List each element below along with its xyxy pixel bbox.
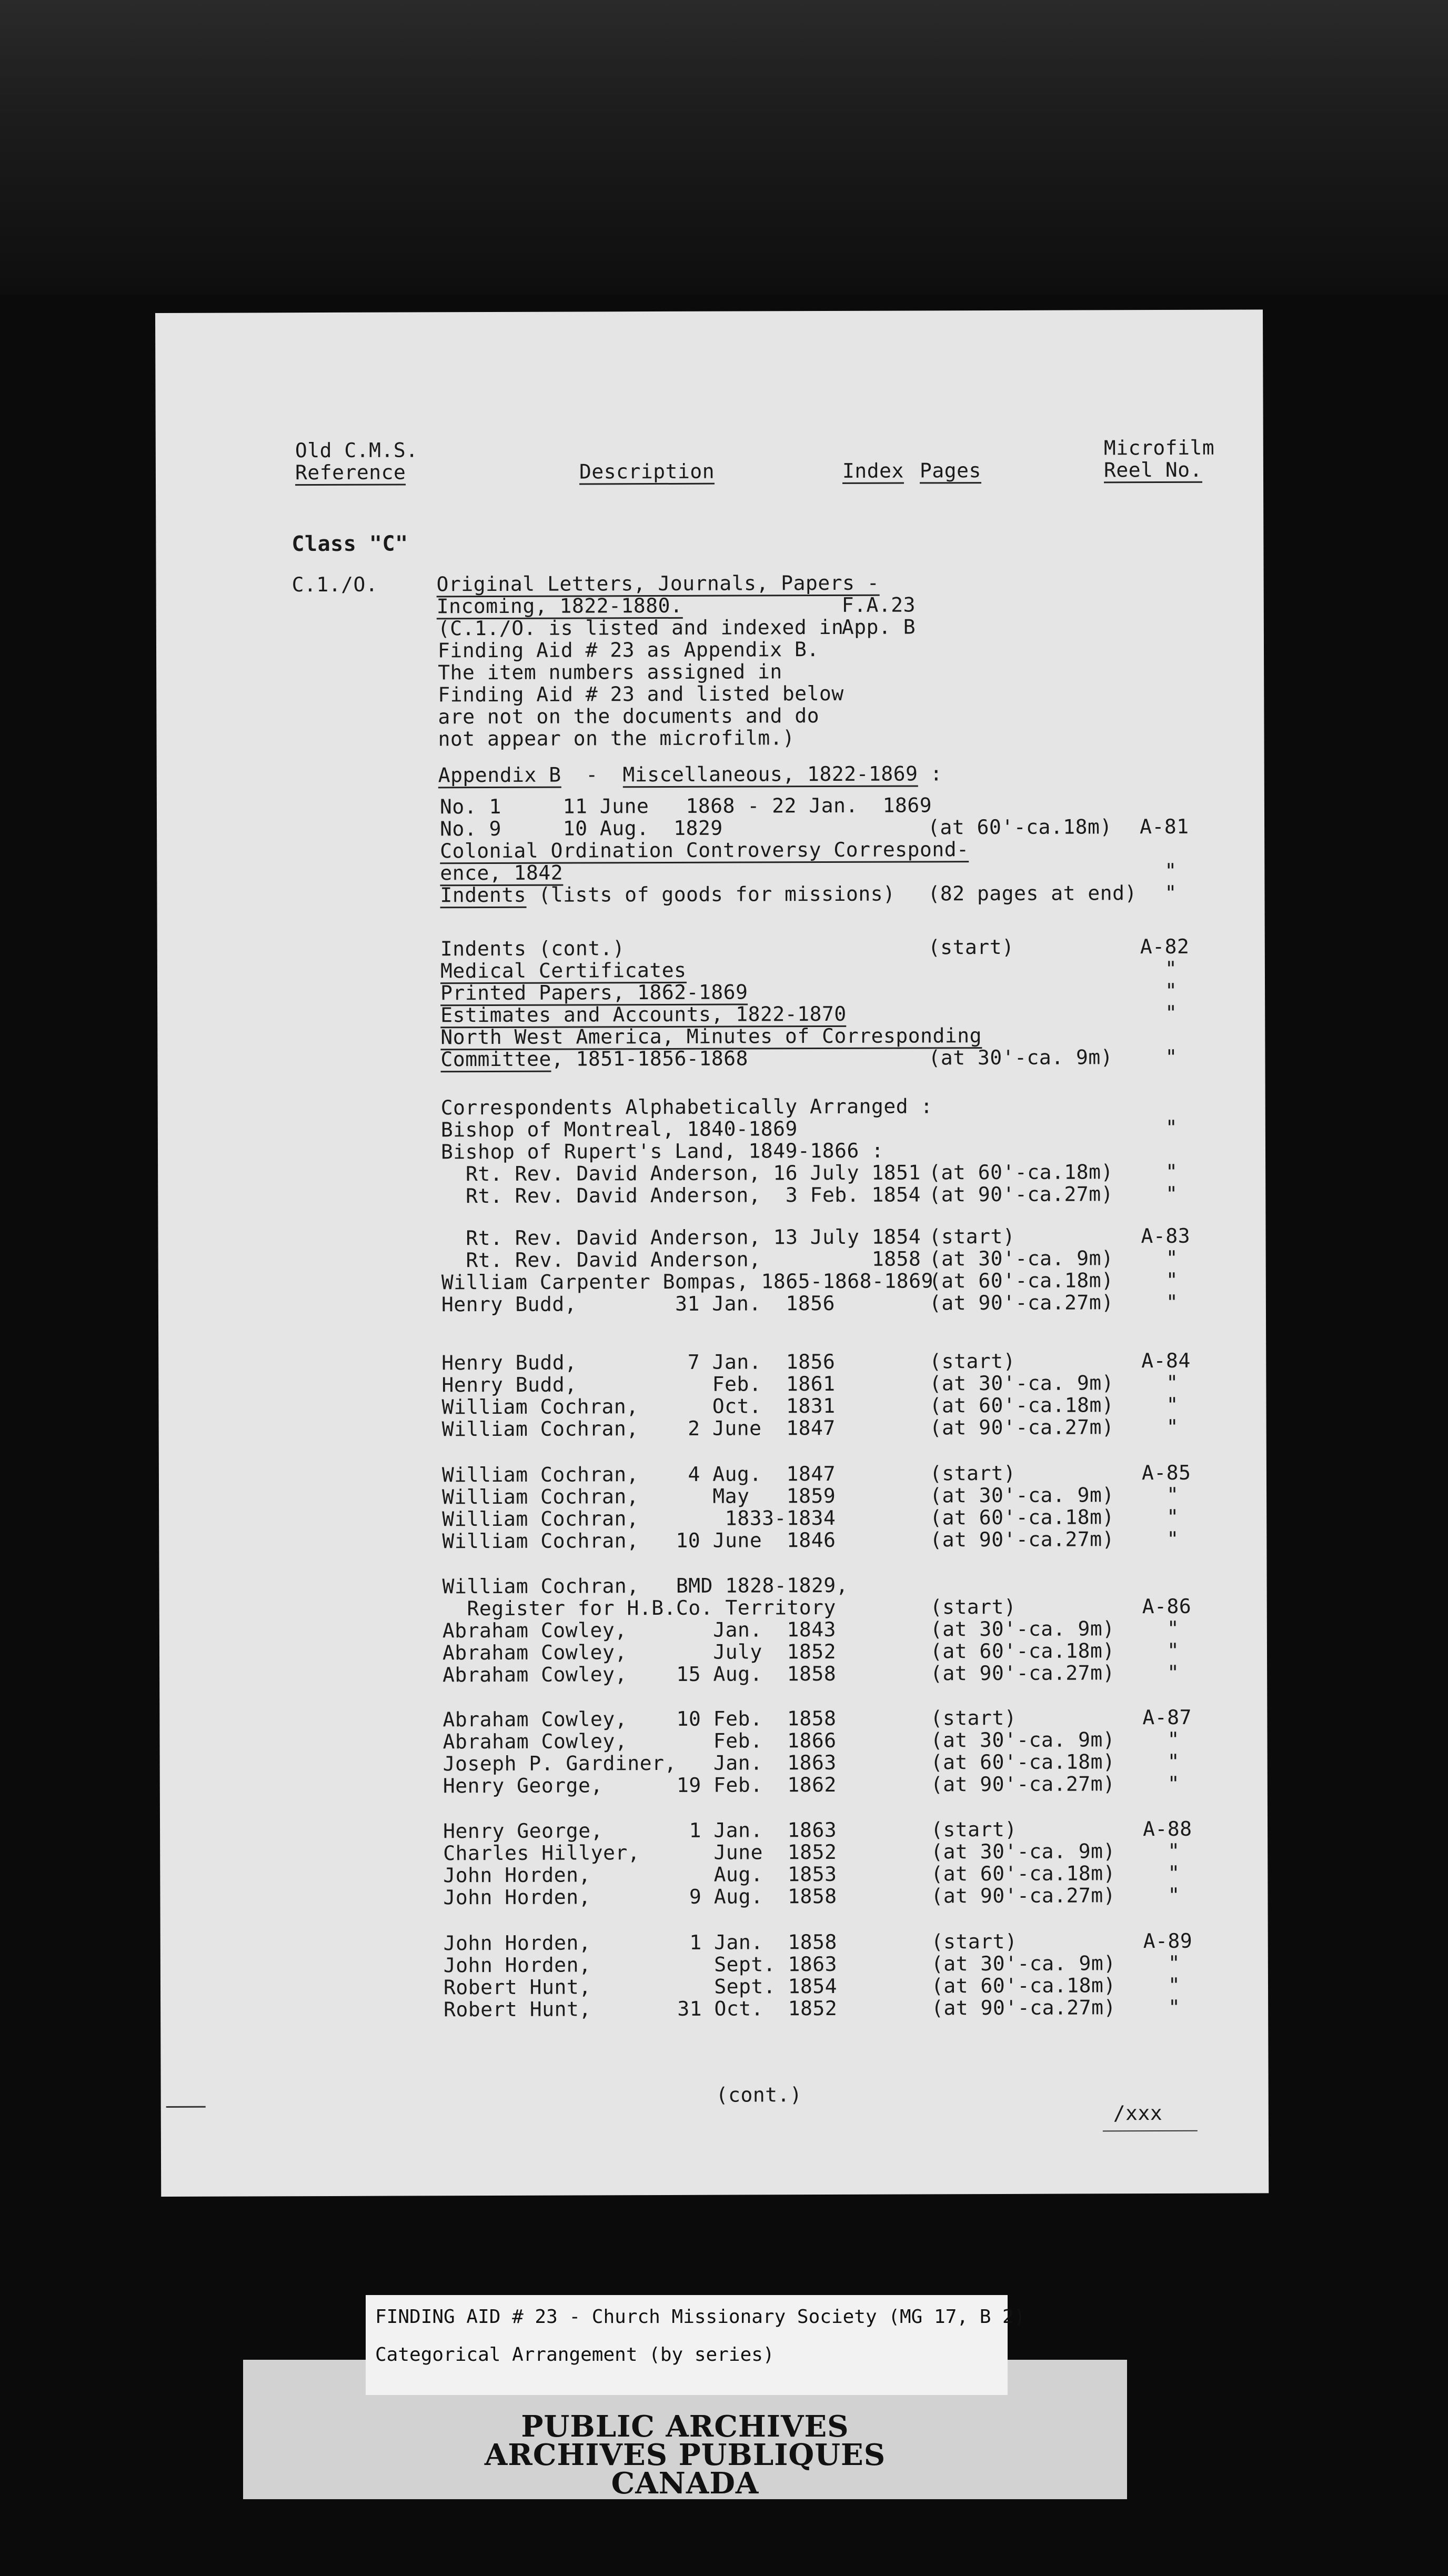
- entry-pages: (at 60'-ca.18m): [931, 1861, 1116, 1886]
- index-line1: F.A.23: [841, 593, 916, 617]
- entry-pages: (82 pages at end): [928, 881, 1137, 905]
- note-line: Finding Aid # 23 as Appendix B.: [437, 638, 819, 662]
- appendix-title: Miscellaneous, 1822-1869: [622, 762, 918, 788]
- entry-underlined-part: Committee: [440, 1048, 551, 1073]
- entry-reel: ": [1165, 1001, 1178, 1024]
- appendix-tail: :: [918, 762, 943, 786]
- entry-reel: ": [1164, 881, 1177, 904]
- entry-pages: (at 30'-ca. 9m): [929, 1483, 1114, 1507]
- entry-pages: (at 60'-ca.18m): [930, 1639, 1115, 1663]
- entry-description: John Horden, Sept. 1863: [443, 1952, 838, 1977]
- entry-description: Rt. Rev. David Anderson, 13 July 1854: [441, 1225, 921, 1250]
- entry-pages: (at 90'-ca.27m): [930, 1527, 1115, 1552]
- stamp-line-2: ARCHIVES PUBLIQUES: [484, 2438, 886, 2472]
- entry-description: Abraham Cowley, July 1852: [442, 1639, 837, 1665]
- entry-reel: ": [1167, 1616, 1180, 1640]
- entry-reel: ": [1166, 1393, 1179, 1416]
- entry-pages: (start): [930, 1706, 1017, 1730]
- entry-pages: (at 30'-ca. 9m): [929, 1371, 1114, 1395]
- entry-description: Rt. Rev. David Anderson, 16 July 1851: [441, 1161, 921, 1186]
- note-line: Finding Aid # 23 and listed below: [438, 681, 844, 707]
- entry-pages: (start): [931, 1929, 1018, 1954]
- series-title-line2: Incoming, 1822-1880.: [437, 594, 683, 619]
- entry-pages: (at 60'-ca.18m): [931, 1974, 1116, 1998]
- entry-reel: A-88: [1142, 1817, 1192, 1841]
- entry-description: Charles Hillyer, June 1852: [443, 1840, 837, 1865]
- reference-code: C.1./O.: [291, 572, 378, 597]
- entry-reel: A-83: [1141, 1224, 1191, 1248]
- entry-description: Abraham Cowley, 10 Feb. 1858: [443, 1706, 837, 1732]
- entry-reel: A-81: [1140, 814, 1189, 839]
- stamp-line-1: PUBLIC ARCHIVES: [521, 2409, 849, 2444]
- finding-aid-title: FINDING AID # 23 - Church Missionary Society (MG 17, B 2): [375, 2306, 1025, 2328]
- entry-pages: (start): [928, 935, 1014, 959]
- entry-pages: (at 90'-ca.27m): [929, 1291, 1114, 1315]
- entry-reel: ": [1167, 1749, 1180, 1773]
- entry-pages: (start): [929, 1461, 1016, 1485]
- archives-stamp: [243, 2409, 1127, 2501]
- entry-pages: (at 60'-ca.18m): [929, 1269, 1114, 1293]
- entry-reel: ": [1164, 957, 1178, 980]
- entry-reel: ": [1165, 1160, 1178, 1183]
- stamp-line-3: CANADA: [611, 2466, 759, 2501]
- entry-pages: (at 60'-ca.18m): [929, 1160, 1113, 1184]
- entry-description: William Cochran, 4 Aug. 1847: [441, 1462, 836, 1487]
- entry-plain-part: , 1851-1856-1868: [551, 1046, 748, 1071]
- entry-pages: (start): [930, 1595, 1017, 1619]
- entry-pages: (at 90'-ca.27m): [931, 1884, 1116, 1908]
- entry-pages: (at 30'-ca. 9m): [931, 1951, 1116, 1976]
- entry-reel: ": [1166, 1483, 1179, 1506]
- entry-reel: ": [1165, 1246, 1179, 1270]
- entry-description: John Horden, 9 Aug. 1858: [443, 1884, 837, 1909]
- page-mark: /xxx: [1113, 2101, 1163, 2125]
- header-index: Index: [842, 459, 904, 484]
- finding-aid-subtitle: Categorical Arrangement (by series): [375, 2344, 775, 2366]
- entry-description: No. 1 11 June 1868 - 22 Jan. 1869: [439, 793, 932, 819]
- header-reel-line1: Microfilm: [1103, 436, 1215, 460]
- appendix-separator: -: [561, 763, 623, 787]
- entry-pages: (at 30'-ca. 9m): [931, 1839, 1115, 1864]
- appendix-heading: [438, 762, 943, 787]
- entry-description: Correspondents Alphabetically Arranged :: [440, 1094, 933, 1120]
- entry-reel: ": [1166, 1415, 1179, 1438]
- entry-description: North West America, Minutes of Corresponding: [440, 1024, 982, 1050]
- entry-description: William Cochran, Oct. 1831: [441, 1394, 836, 1419]
- entry-reel: A-89: [1143, 1929, 1193, 1953]
- entry-description: [440, 882, 895, 907]
- entry-description: Henry Budd, 7 Jan. 1856: [441, 1350, 836, 1375]
- entry-reel: ": [1168, 1951, 1181, 1975]
- entry-description: William Cochran, May 1859: [442, 1484, 836, 1509]
- entry-description: Medical Certificates: [440, 959, 687, 984]
- entry-reel: ": [1167, 1661, 1180, 1684]
- margin-mark: [166, 2106, 206, 2108]
- entry-reel: ": [1168, 1973, 1181, 1997]
- entry-description: William Cochran, 2 June 1847: [441, 1416, 836, 1441]
- header-description: Description: [579, 460, 715, 485]
- entry-description: William Cochran, BMD 1828-1829,: [442, 1573, 849, 1598]
- entry-description: Indents (cont.): [440, 937, 625, 961]
- entry-description: No. 9 10 Aug. 1829: [440, 816, 723, 841]
- entry-description: Henry George, 1 Jan. 1863: [443, 1818, 837, 1843]
- entry-pages: (at 60'-ca.18m): [928, 815, 1112, 839]
- entry-reel: ": [1165, 1115, 1178, 1139]
- entry-plain-part: (lists of goods for missions): [526, 882, 896, 907]
- entry-description: Abraham Cowley, Feb. 1866: [443, 1728, 837, 1754]
- appendix-label: Appendix B: [438, 763, 561, 789]
- entry-pages: (at 60'-ca.18m): [930, 1750, 1115, 1774]
- entry-pages: (start): [929, 1224, 1015, 1249]
- index-line2: App. B: [841, 615, 916, 639]
- header-pages: Pages: [920, 459, 981, 484]
- entry-reel: ": [1166, 1371, 1179, 1394]
- entry-description: Henry Budd, Feb. 1861: [441, 1372, 836, 1397]
- entry-reel: A-84: [1141, 1349, 1191, 1373]
- document-page: [155, 309, 1269, 2197]
- entry-description: Bishop of Rupert's Land, 1849-1866 :: [440, 1139, 884, 1164]
- entry-pages: (start): [929, 1349, 1015, 1373]
- entry-description: Robert Hunt, Sept. 1854: [443, 1974, 838, 1999]
- entry-reel: A-87: [1142, 1705, 1192, 1729]
- entry-description: Estimates and Accounts, 1822-1870: [440, 1002, 847, 1028]
- entry-description: Abraham Cowley, Jan. 1843: [442, 1617, 837, 1643]
- entry-description: John Horden, 1 Jan. 1858: [443, 1930, 837, 1955]
- entry-description: Printed Papers, 1862-1869: [440, 980, 748, 1006]
- entry-reel: ": [1167, 1527, 1179, 1551]
- note-line: are not on the documents and do: [438, 704, 820, 729]
- entry-pages: (at 90'-ca.27m): [930, 1661, 1115, 1685]
- entry-reel: ": [1168, 1883, 1180, 1907]
- entry-description: Rt. Rev. David Anderson, 3 Feb. 1854: [441, 1183, 921, 1208]
- series-title-line1: Original Letters, Journals, Papers -: [437, 571, 880, 598]
- entry-underlined-part: Indents: [440, 883, 526, 909]
- entry-pages: (at 30'-ca. 9m): [929, 1246, 1114, 1271]
- entry-pages: (at 30'-ca. 9m): [928, 1045, 1113, 1070]
- entry-pages: (at 60'-ca.18m): [930, 1505, 1114, 1530]
- entry-reel: ": [1167, 1727, 1180, 1751]
- entry-reel: ": [1164, 979, 1178, 1002]
- entry-reel: ": [1165, 1268, 1179, 1292]
- continued-note: (cont.): [716, 2083, 802, 2107]
- note-line: not appear on the microfilm.): [438, 726, 795, 751]
- entry-pages: (at 60'-ca.18m): [929, 1393, 1114, 1417]
- entry-description: William Cochran, 10 June 1846: [442, 1528, 836, 1553]
- entry-description: Robert Hunt, 31 Oct. 1852: [444, 1996, 838, 2021]
- header-reference-line1: Old C.M.S.: [295, 438, 418, 462]
- entry-description: Henry Budd, 31 Jan. 1856: [441, 1291, 836, 1316]
- entry-reel: ": [1165, 1182, 1178, 1205]
- entry-reel: A-85: [1141, 1461, 1191, 1485]
- entry-description: [440, 1046, 748, 1071]
- entry-description: John Horden, Aug. 1853: [443, 1862, 837, 1887]
- entry-reel: A-86: [1142, 1594, 1192, 1618]
- entry-pages: (start): [930, 1817, 1017, 1842]
- entry-reel: ": [1165, 1045, 1178, 1069]
- entry-description: Bishop of Montreal, 1840-1869: [440, 1117, 798, 1142]
- film-background: [0, 0, 1448, 295]
- entry-reel: ": [1168, 1995, 1181, 2019]
- entry-reel: ": [1167, 1772, 1180, 1795]
- entry-pages: (at 90'-ca.27m): [931, 1996, 1116, 2020]
- entry-pages: (at 30'-ca. 9m): [930, 1617, 1115, 1641]
- entry-reel: A-82: [1140, 934, 1190, 959]
- entry-pages: (at 90'-ca.27m): [930, 1772, 1115, 1796]
- entry-description: Joseph P. Gardiner, Jan. 1863: [443, 1750, 837, 1776]
- entry-description: Register for H.B.Co. Territory: [442, 1595, 836, 1621]
- entry-reel: ": [1164, 859, 1177, 882]
- class-heading: Class "C": [291, 531, 408, 557]
- note-line: (C.1./O. is listed and indexed in: [437, 615, 844, 640]
- entry-description: William Carpenter Bompas, 1865-1868-1869: [441, 1269, 933, 1294]
- entry-reel: ": [1168, 1839, 1180, 1863]
- entry-reel: ": [1165, 1290, 1179, 1314]
- entry-description: William Cochran, 1833-1834: [442, 1506, 836, 1531]
- entry-description: Colonial Ordination Controversy Correspond-: [440, 838, 969, 864]
- entry-description: ence, 1842: [440, 861, 563, 887]
- entry-pages: (at 90'-ca.27m): [929, 1415, 1114, 1440]
- entry-description: Rt. Rev. David Anderson, 1858: [441, 1247, 921, 1272]
- entry-reel: ": [1167, 1638, 1180, 1662]
- entry-reel: ": [1168, 1861, 1180, 1885]
- note-line: The item numbers assigned in: [438, 660, 782, 685]
- header-reel-line2: Reel No.: [1104, 458, 1202, 484]
- entry-reel: ": [1167, 1505, 1179, 1528]
- entry-description: Henry George, 19 Feb. 1862: [443, 1773, 837, 1798]
- entry-description: Abraham Cowley, 15 Aug. 1858: [443, 1662, 837, 1687]
- rule-mark: [1103, 2130, 1198, 2132]
- entry-pages: (at 30'-ca. 9m): [930, 1728, 1115, 1752]
- finding-aid-card: [366, 2295, 1025, 2395]
- header-reference-line2: Reference: [295, 461, 406, 486]
- entry-pages: (at 90'-ca.27m): [929, 1182, 1114, 1206]
